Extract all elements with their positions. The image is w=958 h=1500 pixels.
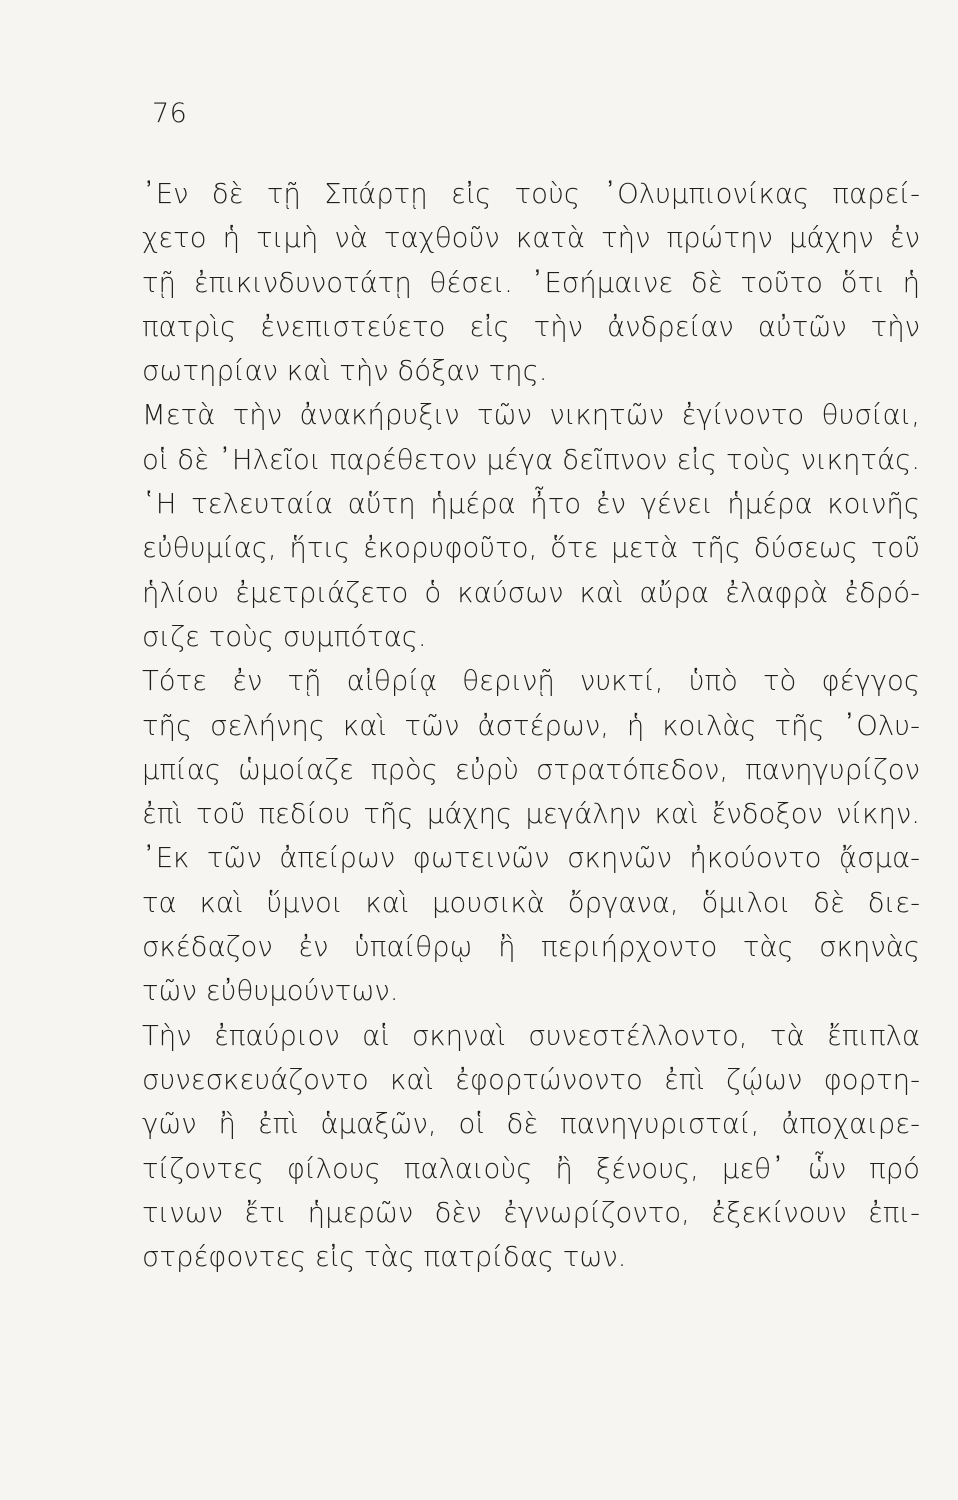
text-line: Τὴν ἐπαύριον αἱ σκηναὶ συνεστέλλοντο, τὰ ἔπιπλα (142, 1019, 920, 1052)
text-line: τῆς σελήνης καὶ τῶν ἀστέρων, ἡ κοιλὰς τῆς ᾿Ολυ- (142, 709, 920, 742)
text-line: τινων ἔτι ἡμερῶν δὲν ἐγνωρίζοντο, ἐξεκίνουν ἐπι- (142, 1196, 920, 1229)
page-number: 76 (152, 98, 188, 129)
text-line: σωτηρίαν καὶ τὴν δόξαν της. (142, 355, 548, 388)
text-line: μπίας ὡμοίαζε πρὸς εὐρὺ στρατόπεδον, πανηγυρίζον (142, 753, 920, 786)
text-line: πατρὶς ἐνεπιστεύετο εἰς τὴν ἀνδρείαν αὐτῶν τὴν (142, 310, 920, 343)
body-text (142, 172, 920, 1279)
text-line: στρέφοντες εἰς τὰς πατρίδας των. (142, 1241, 627, 1274)
text-line: Τότε ἐν τῇ αἰθρίᾳ θερινῇ νυκτί, ὑπὸ τὸ φέγγος (142, 665, 920, 698)
text-line: οἱ δὲ ᾿Ηλεῖοι παρέθετον μέγα δεῖπνον εἰς τοὺς νικητάς. (142, 443, 920, 476)
text-line: ᾿Εν δὲ τῇ Σπάρτῃ εἰς τοὺς ᾿Ολυμπιονίκας παρεί- (142, 178, 920, 210)
text-line: ἐπὶ τοῦ πεδίου τῆς μάχης μεγάλην καὶ ἔνδοξον νίκην. (142, 798, 920, 831)
text-line: χετο ἡ τιμὴ νὰ ταχθοῦν κατὰ τὴν πρώτην μάχην ἐν (142, 222, 920, 255)
text-line: γῶν ἢ ἐπὶ ἁμαξῶν, οἱ δὲ πανηγυρισταί, ἀποχαιρε- (142, 1108, 920, 1141)
text-line: εὐθυμίας, ἥτις ἐκορυφοῦτο, ὅτε μετὰ τῆς δύσεως τοῦ (142, 532, 920, 565)
text-line: τῇ ἐπικινδυνοτάτῃ θέσει. ᾿Εσήμαινε δὲ τοῦτο ὅτι ἡ (142, 266, 920, 299)
text-line: ᾿Εκ τῶν ἀπείρων φωτεινῶν σκηνῶν ἠκούοντο ᾄσμα- (142, 842, 920, 875)
text-line: τῶν εὐθυμούντων. (142, 975, 399, 1008)
text-line: τα καὶ ὕμνοι καὶ μουσικὰ ὄργανα, ὅμιλοι δὲ διε- (142, 886, 920, 919)
text-line: σκέδαζον ἐν ὑπαίθρῳ ἢ περιήρχοντο τὰς σκηνὰς (142, 931, 920, 964)
text-line: Μετὰ τὴν ἀνακήρυξιν τῶν νικητῶν ἐγίνοντο θυσίαι, (142, 399, 920, 432)
text-line: ἡλίου ἐμετριάζετο ὁ καύσων καὶ αὔρα ἐλαφρὰ ἐδρό- (142, 576, 920, 609)
text-line: ῾Η τελευταία αὕτη ἡμέρα ἦτο ἐν γένει ἡμέρα κοινῆς (142, 488, 920, 521)
text-line: τίζοντες φίλους παλαιοὺς ἢ ξένους, μεθ᾿ ὧν πρό (142, 1152, 920, 1185)
text-line: συνεσκευάζοντο καὶ ἐφορτώνοντο ἐπὶ ζῴων φορτη- (142, 1063, 920, 1096)
text-line: σιζε τοὺς συμπότας. (142, 620, 427, 653)
